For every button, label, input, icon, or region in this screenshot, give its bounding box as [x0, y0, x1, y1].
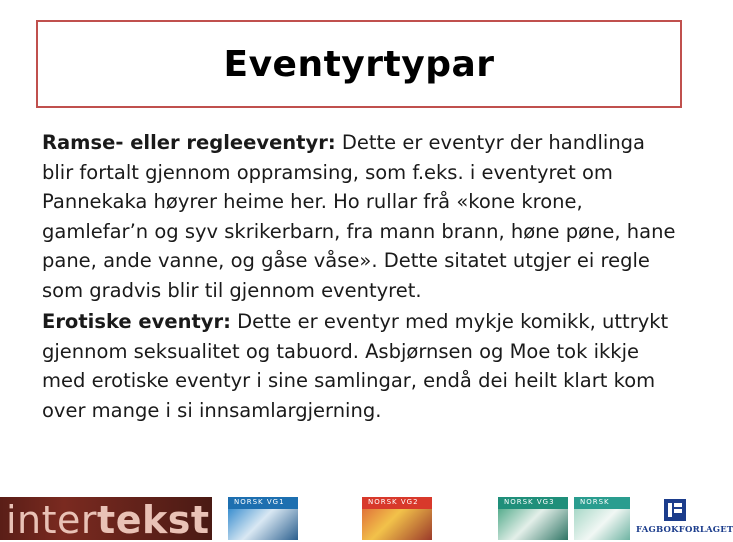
book-label-3: NORSK VG3: [504, 498, 555, 506]
term-erotiske: Erotiske eventyr:: [42, 310, 231, 333]
fagbokforlaget-mark-icon: [664, 499, 686, 521]
book-art-1: [228, 509, 298, 540]
logo-text-bold: tekst: [97, 498, 210, 542]
book-label-1: NORSK VG1: [234, 498, 285, 506]
term-ramse: Ramse- eller regleeventyr:: [42, 131, 336, 154]
title-box: [36, 20, 682, 108]
footer-banner: [0, 497, 733, 542]
book-cover-4: [574, 497, 630, 540]
publisher-name: FAGBOKFORLAGET: [636, 525, 733, 535]
slide-body: [42, 128, 682, 427]
book-label-4: NORSK: [580, 498, 610, 506]
book-cover-2: [362, 497, 432, 540]
book-art-3: [498, 509, 568, 540]
slide-title: Eventyrtypar: [223, 43, 495, 85]
book-art-4: [574, 509, 630, 540]
text-erotiske: Dette er eventyr med mykje komikk, uttrykt gjennom seksualitet og tabuord. Asbjørnsen og Moe tok ikkje med erotiske eventyr i sine samlingar, endå dei heilt klart kom over mange i si innsamlargjerning.: [42, 310, 669, 422]
book-cover-1: [228, 497, 298, 540]
book-label-2: NORSK VG2: [368, 498, 419, 506]
paragraph-ramse: [42, 128, 682, 305]
book-cover-3: [498, 497, 568, 540]
book-art-2: [362, 509, 432, 540]
logo-text-light: inter: [6, 498, 98, 542]
fagbokforlaget-logo: [634, 497, 733, 540]
text-ramse: Dette er eventyr der handlinga blir fortalt gjennom oppramsing, som f.eks. i eventyret om Pannekaka høyrer heime her. Ho rullar frå «kone krone, gamlefar’n og syv skrikerbarn, fra mann brann, høne pøne, hane pane, ande vanne, og gåse våse». Dette sitatet utgjer ei regle som gradvis blir til gjennom eventyret.: [42, 131, 676, 302]
intertekst-logo: [0, 497, 212, 540]
paragraph-erotiske: [42, 307, 682, 425]
